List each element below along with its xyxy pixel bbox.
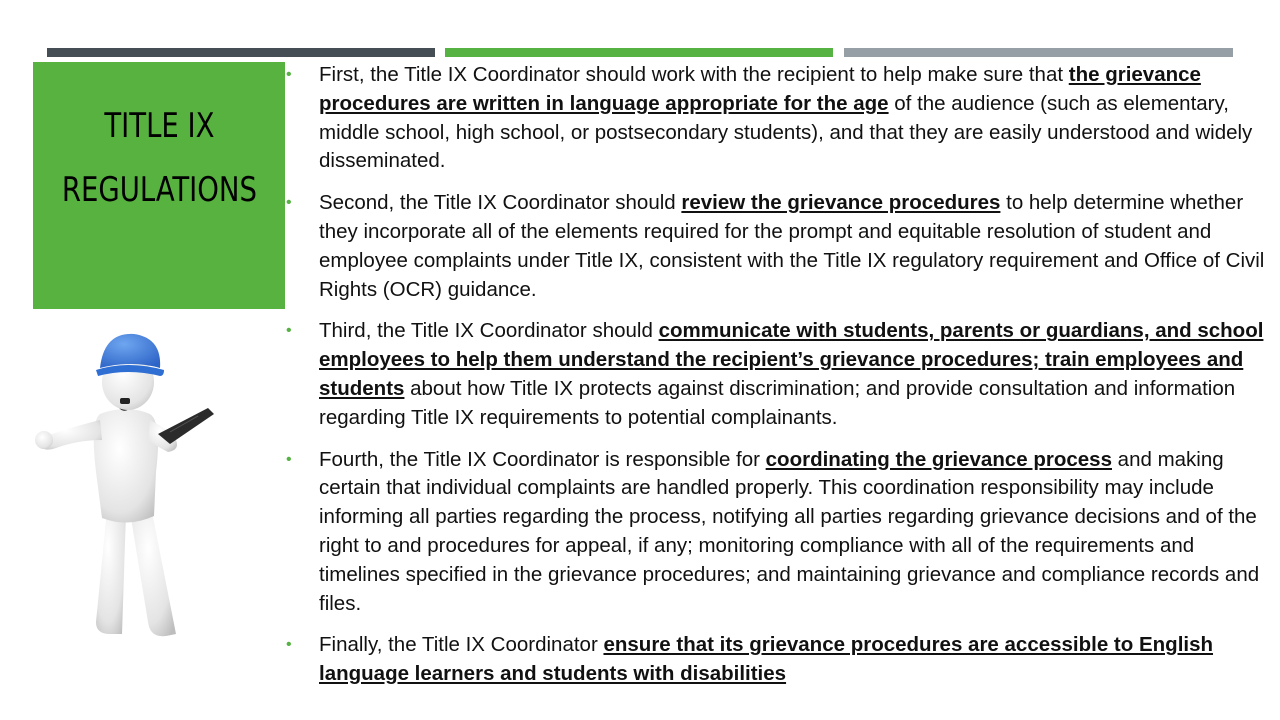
emphasis-text: communicate with students, parents or guardians, and school employees to help them understand the recipient’s grievance procedures; train employees and students	[319, 319, 1264, 400]
bullet-dot-icon: •	[286, 636, 292, 654]
list-item-text: Finally, the Title IX Coordinator ensure that its grievance procedures are accessible to English language learners and students with disabilities	[319, 633, 1214, 686]
list-item	[286, 317, 1266, 432]
slide-title-line2: REGULATIONS	[61, 170, 257, 210]
bullet-dot-icon: •	[286, 194, 292, 212]
bullet-list	[286, 61, 1266, 702]
emphasis-text: coordinating the grievance process	[765, 447, 1112, 471]
list-item-text: Third, the Title IX Coordinator should communicate with students, parents or guardians, and school employees to help them understand the recipient’s grievance procedures; train employees and students about how Title IX protects against discrimination; and provide consultation and information regarding Title IX requirements to potential complainants.	[319, 319, 1264, 429]
bullet-dot-icon: •	[286, 322, 292, 340]
emphasis-text: the grievance procedures are written in language appropriate for the age	[319, 63, 1201, 115]
title-box	[33, 62, 285, 309]
list-item	[286, 631, 1266, 689]
header-bar-gray	[844, 48, 1233, 57]
bullet-dot-icon: •	[286, 66, 292, 83]
list-item	[286, 189, 1266, 304]
list-item	[286, 446, 1266, 619]
slide-title	[51, 94, 268, 222]
emphasis-text: review the grievance procedures	[681, 191, 1001, 215]
slide-title-line1: TITLE IX	[103, 106, 215, 146]
list-item-text: Fourth, the Title IX Coordinator is responsible for coordinating the grievance process and making certain that individual complaints are handled properly. This coordination responsibility may include informing all parties regarding the process, notifying all parties regarding grievance decisions and of the right to and procedures for appeal, if any; monitoring compliance with all of the requirements and timelines specified in the grievance procedures; and maintaining grievance and compliance records and files.	[319, 447, 1260, 615]
bullet-dot-icon: •	[286, 450, 292, 468]
header-bar-dark	[47, 48, 435, 57]
list-item	[286, 61, 1266, 176]
emphasis-text: ensure that its grievance procedures are accessible to English language learners and students with disabilities	[319, 633, 1214, 686]
header-bar-green	[445, 48, 833, 57]
list-item-text: First, the Title IX Coordinator should work with the recipient to help make sure that the grievance procedures are written in language appropriate for the age of the audience (such as elementary, middle school, high school, or postsecondary students), and that they are easily understood and widely disseminated.	[319, 63, 1253, 173]
worker-with-clipboard-icon	[30, 322, 220, 652]
list-item-text: Second, the Title IX Coordinator should review the grievance procedures to help determine whether they incorporate all of the elements required for the prompt and equitable resolution of student and employee complaints under Title IX, consistent with the Title IX regulatory requirement and Office of Civil Rights (OCR) guidance.	[319, 191, 1265, 301]
